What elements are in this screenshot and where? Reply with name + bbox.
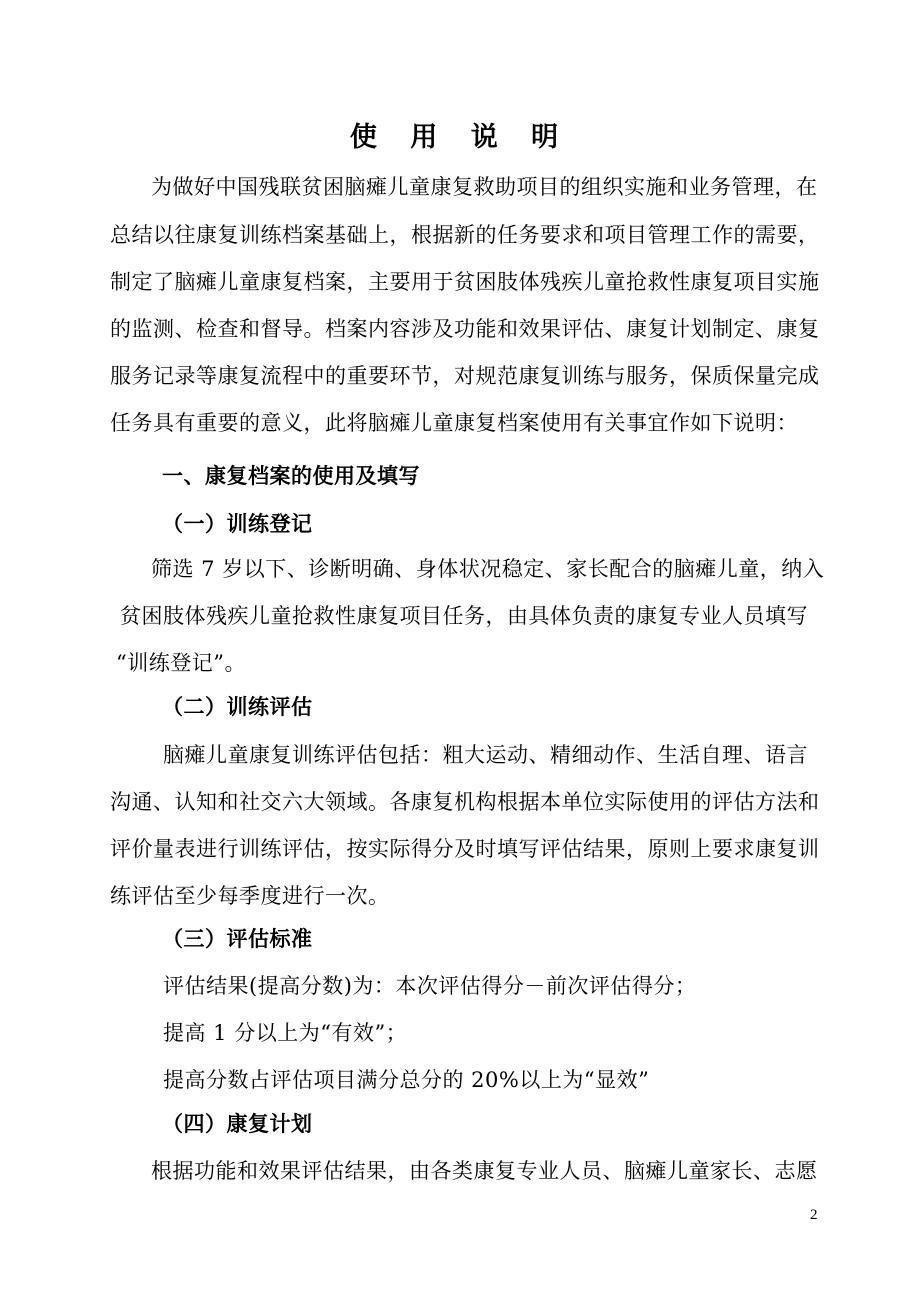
paragraph-line: 贫困肢体残疾儿童抢救性康复项目任务，由具体负责的康复专业人员填写 bbox=[120, 604, 808, 628]
paragraph-line: 沟通、认知和社交六大领域。各康复机构根据本单位实际使用的评估方法和 bbox=[110, 790, 820, 814]
subsection-heading: （二）训练评估 bbox=[162, 695, 313, 719]
paragraph-line: 脑瘫儿童康复训练评估包括：粗大运动、精细动作、生活自理、语言 bbox=[163, 743, 808, 767]
section-heading: 一、康复档案的使用及填写 bbox=[162, 464, 420, 488]
subsection-heading: （一）训练登记 bbox=[162, 512, 313, 536]
intro-line: 为做好中国残联贫困脑瘫儿童康复救助项目的组织实施和业务管理，在 bbox=[151, 175, 818, 199]
paragraph-line: 提高 1 分以上为“有效”； bbox=[163, 1021, 408, 1045]
paragraph-line: 筛选 7 岁以下、诊断明确、身体状况稳定、家长配合的脑瘫儿童，纳入 bbox=[151, 557, 825, 581]
page-number: 2 bbox=[810, 1207, 818, 1223]
paragraph-line: 提高分数占评估项目满分总分的 20%以上为“显效” bbox=[163, 1068, 650, 1092]
intro-line: 的监测、检查和督导。档案内容涉及功能和效果评估、康复计划制定、康复 bbox=[110, 317, 820, 341]
paragraph-line: 根据功能和效果评估结果，由各类康复专业人员、脑瘫儿童家长、志愿 bbox=[151, 1159, 818, 1183]
intro-line: 服务记录等康复流程中的重要环节，对规范康复训练与服务，保质保量完成 bbox=[110, 364, 820, 388]
paragraph-line: 评价量表进行训练评估，按实际得分及时填写评估结果，原则上要求康复训 bbox=[110, 837, 820, 861]
paragraph-line: “训练登记”。 bbox=[116, 651, 246, 675]
intro-line: 总结以往康复训练档案基础上，根据新的任务要求和项目管理工作的需要， bbox=[110, 223, 820, 247]
subsection-heading: （四）康复计划 bbox=[162, 1112, 313, 1136]
subsection-heading: （三）评估标准 bbox=[162, 927, 313, 951]
page-title: 使 用 说 明 bbox=[349, 122, 571, 153]
intro-line: 任务具有重要的意义，此将脑瘫儿童康复档案使用有关事宜作如下说明： bbox=[110, 411, 798, 435]
paragraph-line: 练评估至少每季度进行一次。 bbox=[110, 884, 390, 908]
intro-line: 制定了脑瘫儿童康复档案，主要用于贫困肢体残疾儿童抢救性康复项目实施 bbox=[110, 270, 820, 294]
paragraph-line: 评估结果(提高分数)为：本次评估得分－前次评估得分； bbox=[163, 974, 697, 998]
